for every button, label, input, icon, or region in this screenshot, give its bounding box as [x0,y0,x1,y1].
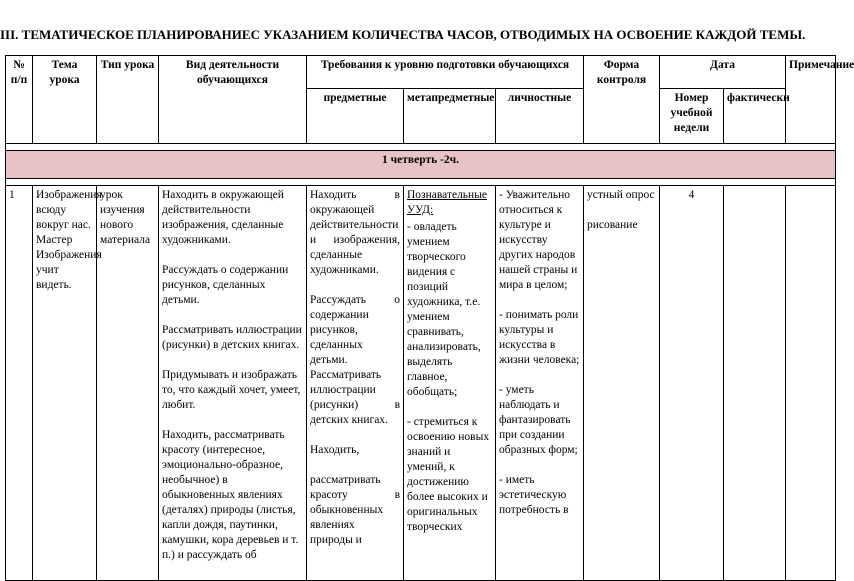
cell-personal [496,186,584,581]
personal-item: - понимать роли культуры и искусства в жизни человека; [499,309,580,366]
col-header-notes: Примечание [786,56,836,144]
personal-item: - уметь наблюдать и фантазировать при создании образных форм; [499,384,578,456]
table-row [6,186,836,581]
col-header-subject: предметные [307,89,404,144]
activity-item: Рассматривать иллюстрации (рисунки) в детских книгах. [162,324,302,351]
col-header-topic: Тема урока [33,56,97,144]
col-header-meta: метапредметные [404,89,496,144]
col-header-actual: фактически [724,89,786,144]
cell-actual [724,186,786,581]
subject-item: рассматривать красоту в обыкновенных явлениях природы и [310,474,400,546]
planning-table [5,55,854,581]
meta-item: - стремиться к освоению новых знаний и умений, к достижению более высоких и оригинальных творческих [407,416,490,533]
spacer-row [6,179,836,186]
activity-item: Рассуждать о содержании рисунков, сделанных детьми. [162,264,289,306]
cell-topic: Изображения всюду вокруг нас. Мастер Изображения учит видеть. [33,186,97,581]
cell-meta [404,186,496,581]
meta-heading: Познавательные УУД: [407,189,488,216]
col-header-personal: личностные [496,89,584,144]
cell-num: 1 [6,186,33,581]
spacer-row [6,144,836,151]
cell-type: урок изучения нового материала [97,186,159,581]
personal-item: - иметь эстетическую потребность в [499,474,569,516]
col-header-requirements: Требования к уровню подготовки обучающихся [307,56,584,89]
cell-subject [307,186,404,581]
activity-item: Придумывать и изображать то, что каждый хочет, умеет, любит. [162,369,301,411]
activity-item: Находить, рассматривать красоту (интересное, эмоционально-образное, необычное) в обыкновенных явлениях (деталях) природы (листья, капли дождя, паутинки, камушки, кора деревьев и т. п.) и рассуждать об [162,429,299,561]
quarter-row: 1 четверть -2ч. [6,151,836,179]
subject-item: Находить, [310,444,360,456]
col-header-activity: Вид деятельности обучающихся [159,56,307,144]
col-header-date: Дата [660,56,786,89]
subject-item: Находить в окружающей действительности и изображения, сделанные художниками. [310,189,400,276]
control-item: рисование [587,219,638,231]
activity-item: Находить в окружающей действительности изображения, сделанные художниками. [162,189,284,246]
personal-item: - Уважительно относиться к культуре и искусству других народов нашей страны и мира в целом; [499,189,578,291]
cell-week: 4 [660,186,724,581]
document-title: III. ТЕМАТИЧЕСКОЕ ПЛАНИРОВАНИЕС УКАЗАНИЕМ КОЛИЧЕСТВА ЧАСОВ, ОТВОДИМЫХ НА ОСВОЕНИЕ КАЖДОЙ ТЕМЫ. [0,27,806,42]
meta-item: - овладеть умением творческого видения с позиций художника, т.е. умением сравнивать, анализировать, выделять главное, обобщать; [407,221,481,398]
col-header-type: Тип урока [97,56,159,144]
cell-activity [159,186,307,581]
col-header-control: Форма контроля [584,56,660,144]
subject-item: Рассуждать о содержании рисунков, сделанных детьми. Рассматривать иллюстрации (рисунки) в детских книгах. [310,294,400,426]
cell-notes [786,186,836,581]
col-header-num: № п/п [6,56,33,144]
control-item: устный опрос [587,189,655,201]
col-header-week-num: Номер учебной недели [660,89,724,144]
cell-control [584,186,660,581]
